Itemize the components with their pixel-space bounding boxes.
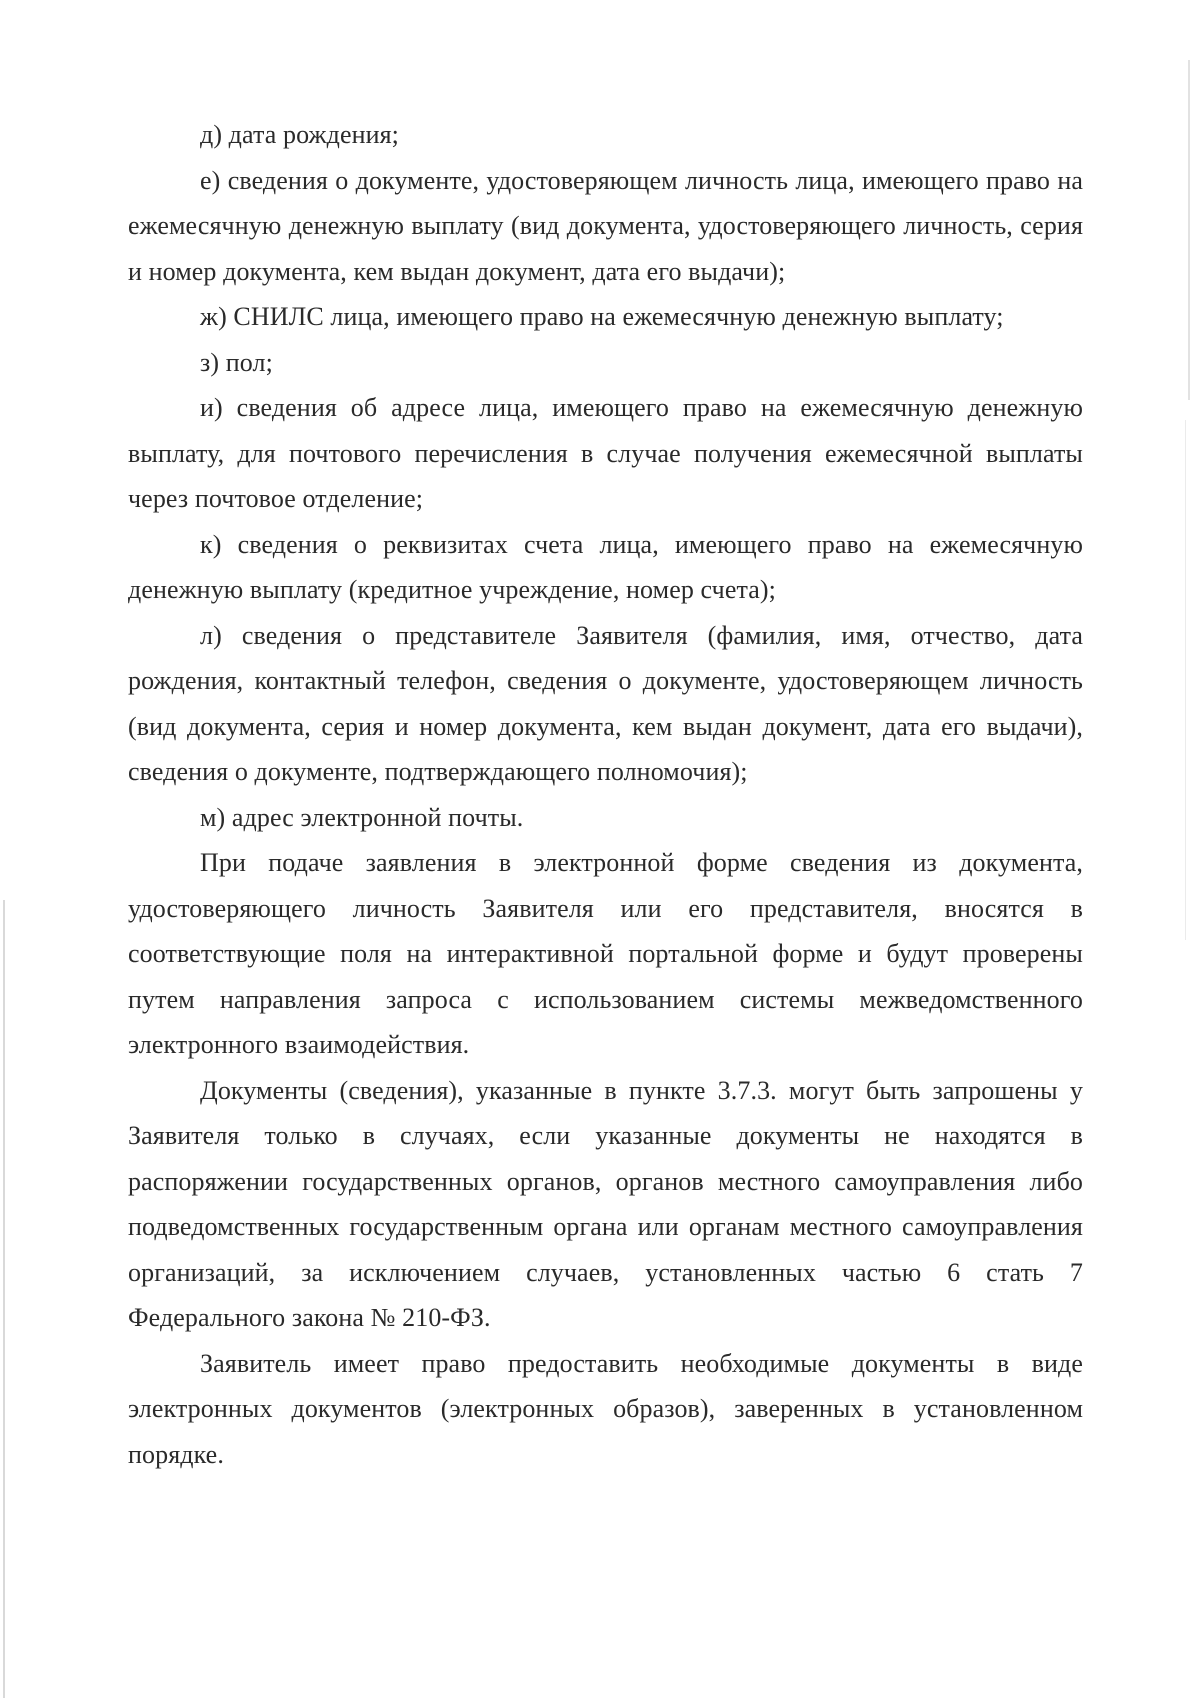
paragraph-item-zh: ж) СНИЛС лица, имеющего право на ежемесячную денежную выплату; (200, 302, 1004, 331)
scan-edge (1185, 420, 1186, 940)
paragraph-item-m: м) адрес электронной почты. (200, 802, 524, 832)
paragraph-item-z: з) пол; (200, 347, 273, 377)
scan-edge (1188, 60, 1190, 400)
paragraph-documents-request: Документы (сведения), указанные в пункте 3.7.3. могут быть запрошены у Заявителя только в случаях, если указанные документы не находятся в распоряжении государственных органов, органов местного самоуправления либо подведомственных государственным органа или органам местного самоуправления организаций, за исключением случаев, установленных частью 6 стать 7 Федерального закона № 210-ФЗ. (128, 1075, 1083, 1332)
paragraph-item-d: д) дата рождения; (200, 120, 399, 149)
paragraph-electronic-submission: При подаче заявления в электронной форме сведения из документа, удостоверяющего личность Заявителя или его представителя, вносятся в соответствующие поля на интерактивной портальной форме и будут проверены путем направления запроса с использованием системы межведомственного электронного взаимодействия. (128, 848, 1083, 1059)
document-body (128, 112, 1083, 1477)
paragraph-item-k: к) сведения о реквизитах счета лица, имеющего право на ежемесячную денежную выплату (кредитное учреждение, номер счета); (128, 529, 1083, 604)
scan-edge (3, 900, 5, 1698)
paragraph-applicant-right: Заявитель имеет право предоставить необходимые документы в виде электронных документов (электронных образов), заверенных в установленном порядке. (128, 1348, 1083, 1469)
paragraph-item-e: е) сведения о документе, удостоверяющем личность лица, имеющего право на ежемесячную денежную выплату (вид документа, удостоверяющего личность, серия и номер документа, кем выдан документ, дата его выдачи); (128, 165, 1083, 286)
paragraph-item-l: л) сведения о представителе Заявителя (фамилия, имя, отчество, дата рождения, контактный телефон, сведения о документе, удостоверяющем личность (вид документа, серия и номер документа, кем выдан документ, дата его выдачи), сведения о документе, подтверждающего полномочия); (128, 620, 1083, 786)
paragraph-item-i: и) сведения об адресе лица, имеющего право на ежемесячную денежную выплату, для почтового перечисления в случае получения ежемесячной выплаты через почтовое отделение; (128, 393, 1083, 513)
